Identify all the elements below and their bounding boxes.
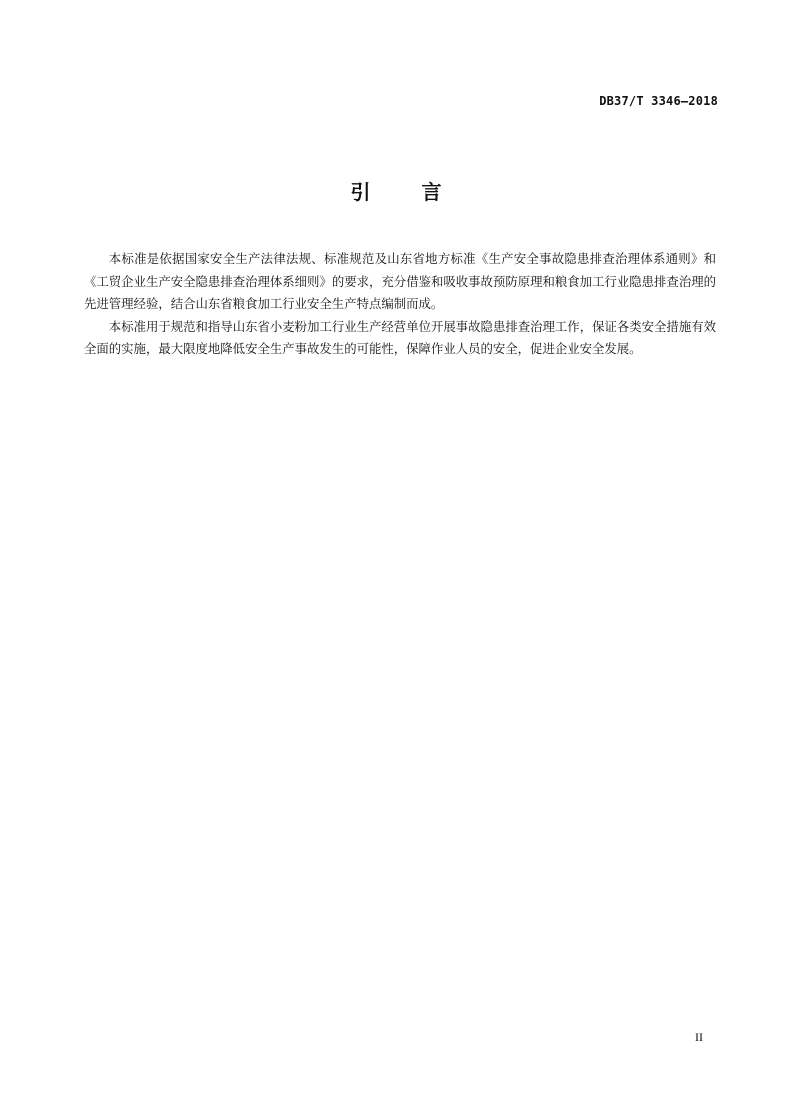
page-title: 引 言 (350, 180, 464, 204)
body-text (84, 248, 716, 361)
paragraph-1: 本标准是依据国家安全生产法律法规、标准规范及山东省地方标准《生产安全事故隐患排查治理体系通则》和《工贸企业生产安全隐患排查治理体系细则》的要求，充分借鉴和吸收事故预防原理和粮食加工行业隐患排查治理的先进管理经验，结合山东省粮食加工行业安全生产特点编制而成。 (84, 251, 716, 311)
paragraph-2: 本标准用于规范和指导山东省小麦粉加工行业生产经营单位开展事故隐患排查治理工作，保证各类安全措施有效全面的实施，最大限度地降低安全生产事故发生的可能性，保障作业人员的安全，促进企业安全发展。 (84, 318, 716, 356)
document-code: DB37/T 3346—2018 (599, 94, 718, 108)
page-number: II (695, 1030, 703, 1044)
